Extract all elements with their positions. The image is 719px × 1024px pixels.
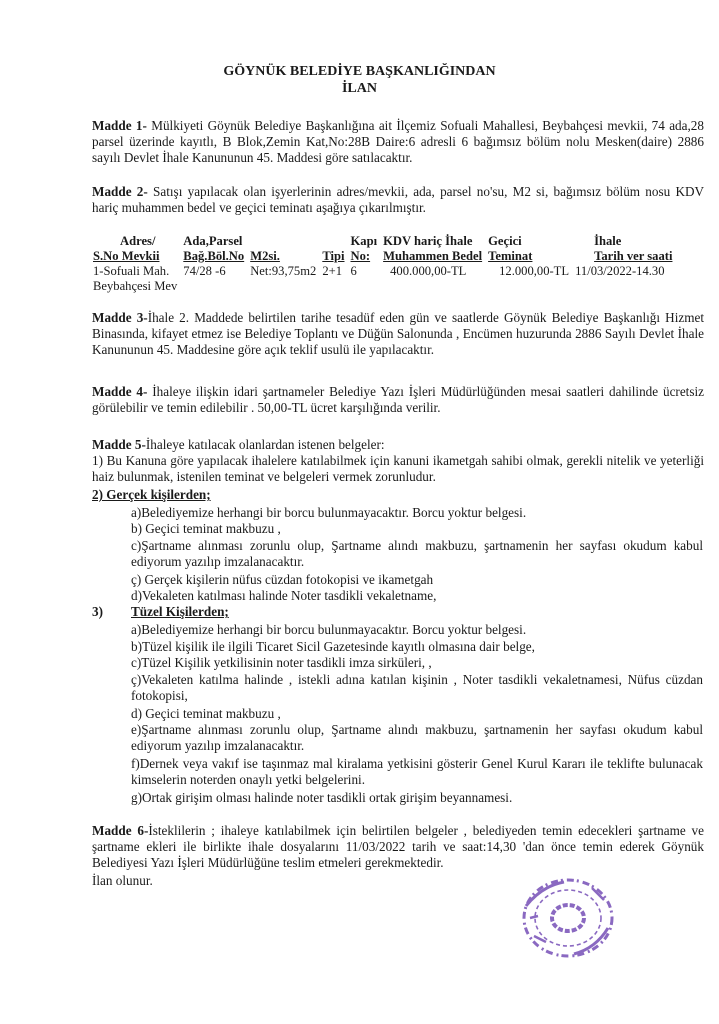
table-cell: Net:93,75m2 [250, 264, 317, 278]
sale-table [90, 234, 675, 294]
table-header-cell: Kapı [350, 234, 378, 248]
table-cell: 74/28 -6 [183, 264, 226, 278]
madde-1 [92, 118, 704, 166]
madde-2-text: Satışı yapılacak olan işyerlerinin adres/mevkii, ada, parsel no'su, M2 si, bağımsız bölüm nosu KDV hariç muhammen bedel ve geçici teminatı aşağıya çıkarılmıştır. [92, 184, 705, 215]
table-header-cell: No: [350, 249, 371, 263]
tuzel-kisiler-number: 3) [92, 604, 103, 619]
madde-6 [92, 823, 704, 871]
table-cell: 11/03/2022-14.30 [575, 264, 665, 278]
list-item: b)Tüzel kişilik ile ilgili Ticaret Sicil Gazetesinde kayıtlı olmasına dair belge, [131, 639, 535, 654]
table-row [90, 279, 675, 294]
madde-5-text: İhaleye katılacak olanlardan istenen belgeler: [145, 437, 385, 452]
list-item: e)Şartname alınması zorunlu olup, Şartname alındı makbuzu, şartnamenin her sayfası okudum kabul ediyorum yazılıp imzalanacaktır. [131, 722, 703, 753]
madde-4 [92, 384, 704, 416]
table-header-cell: Geçici [488, 234, 522, 248]
tuzel-kisiler-heading: Tüzel Kişilerden; [131, 604, 229, 619]
table-cell: 400.000,00-TL [390, 264, 467, 278]
table-cell: 6 [350, 264, 357, 278]
table-header-cell: Teminat [488, 249, 533, 263]
list-item: ç)Vekaleten katılma halinde , istekli adına katılan kişinin , Noter tasdikli vekaletnamesi, Nüfus cüzdan fotokopisi, [131, 672, 703, 703]
madde-5 [92, 437, 704, 453]
madde-3-label: Madde 3- [92, 310, 148, 325]
table-header-cell [319, 234, 347, 249]
table-header-cell: İhale [594, 234, 622, 248]
table-header-row-2 [90, 249, 675, 264]
list-item: a)Belediyemize herhangi bir borcu bulunmayacaktır. Borcu yoktur belgesi. [131, 622, 527, 637]
madde-4-label: Madde 4- [92, 384, 148, 399]
madde-1-label: Madde 1- [92, 118, 147, 133]
madde-4-text: İhaleye ilişkin idari şartnameler Belediye Yazı İşleri Müdürlüğünden mesai saatleri dahilinde ücretsiz görülebilir ve temin edilebilir . 50,00-TL ücret karşılığında verilir. [92, 384, 704, 415]
gercek-kisiler-heading: 2) Gerçek kişilerden; [92, 487, 211, 502]
closing-text: İlan olunur. [92, 873, 153, 888]
page-subtitle: İLAN [341, 81, 377, 96]
page-title: GÖYNÜK BELEDİYE BAŞKANLIĞINDAN [223, 64, 496, 79]
madde-3-text: İhale 2. Maddede belirtilen tarihe tesadüf eden gün ve saatlerde Göynük Belediye Başkanlığı Hizmet Binasında, kifayet etmez ise Belediye Toplantı ve Düğün Salonunda , Encümen huzurunda 2886 Sayılı Devlet İhale Kanununun 45. Maddesine göre açık teklif usulü ile yapılacaktır. [92, 310, 704, 357]
madde-2 [92, 184, 704, 216]
table-header-row-1 [90, 234, 675, 249]
table-header-cell: Bağ.Böl.No [183, 249, 245, 263]
list-item: c)Şartname alınması zorunlu olup, Şartname alındı makbuzu, şartnamenin her sayfası okudum kabul ediyorum yazılıp imzalanacaktır. [131, 538, 703, 569]
list-item: b) Geçici teminat makbuzu , [131, 521, 281, 536]
official-stamp [512, 866, 620, 964]
list-item: d) Geçici teminat makbuzu , [131, 706, 281, 721]
table-header-cell: Muhammen Bedel [383, 249, 483, 263]
table-cell: 2+1 [322, 264, 343, 278]
list-item: g)Ortak girişim olması halinde noter tasdikli ortak girişim beyannamesi. [131, 790, 513, 805]
list-item: f)Dernek veya vakıf ise taşınmaz mal kiralama yetkisini gösterir Genel Kurul Kararı ile teklifte bulunacak kimselerin noterden onaylı yetki belgelerini. [131, 756, 703, 787]
table-header-cell: Adres/ [120, 234, 156, 248]
table-header-cell: Ada,Parsel [183, 234, 243, 248]
madde-6-label: Madde 6- [92, 823, 149, 838]
table-header-cell: S.No Mevkii [93, 249, 160, 263]
madde-5-label: Madde 5- [92, 437, 146, 452]
madde-6-text: İsteklilerin ; ihaleye katılabilmek için belirtilen belgeler , belediyeden temin edecekleri şartname ve şartname ekleri ile birlikte ihale dosyalarını 11/03/2022 tarih ve saat:14,30 'dan önce temin ederek Göynük Belediyesi Yazı İşleri Müdürlüğüne teslim etmeleri gerekmektedir. [92, 823, 704, 870]
table-header-cell: KDV hariç İhale [383, 234, 473, 248]
table-header-cell: M2si. [250, 249, 280, 263]
table-header-cell: Tipi [322, 249, 345, 263]
list-item: c)Tüzel Kişilik yetkilisinin noter tasdikli imza sirküleri, , [131, 655, 432, 670]
madde-1-text: Mülkiyeti Göynük Belediye Başkanlığına ait İlçemiz Sofuali Mahallesi, Beybahçesi mevkii, 74 ada,28 parsel üzerinde kayıtlı, B Blok,Zemin Kat,No:28B Daire:6 adresli 6 bağımsız bölüm nolu Mesken(daire) 2886 sayılı Devlet İhale Kanununun 45. Maddesi göre satılacaktır. [92, 118, 704, 165]
madde-2-label: Madde 2- [92, 184, 148, 199]
list-item: a)Belediyemize herhangi bir borcu bulunmayacaktır. Borcu yoktur belgesi. [131, 505, 527, 520]
table-row [90, 264, 675, 279]
table-cell: 12.000,00-TL [499, 264, 570, 278]
list-item: ç) Gerçek kişilerin nüfus cüzdan fotokopisi ve ikametgah [131, 572, 434, 587]
list-item: d)Vekaleten katılması halinde Noter tasdikli vekaletname, [131, 588, 437, 603]
table-header-cell [247, 234, 319, 249]
madde-3 [92, 310, 704, 358]
table-header-cell: Tarih ver saati [594, 249, 673, 263]
madde-5-item-1: 1) Bu Kanuna göre yapılacak ihalelere katılabilmek için kanuni ikametgah sahibi olmak, gerekli nitelik ve yeterliği haiz bulunmak, istenilen teminat ve belgeleri vermek zorunludur. [92, 453, 704, 484]
table-cell: Beybahçesi Mev [93, 279, 178, 293]
table-cell: 1-Sofuali Mah. [93, 264, 170, 278]
